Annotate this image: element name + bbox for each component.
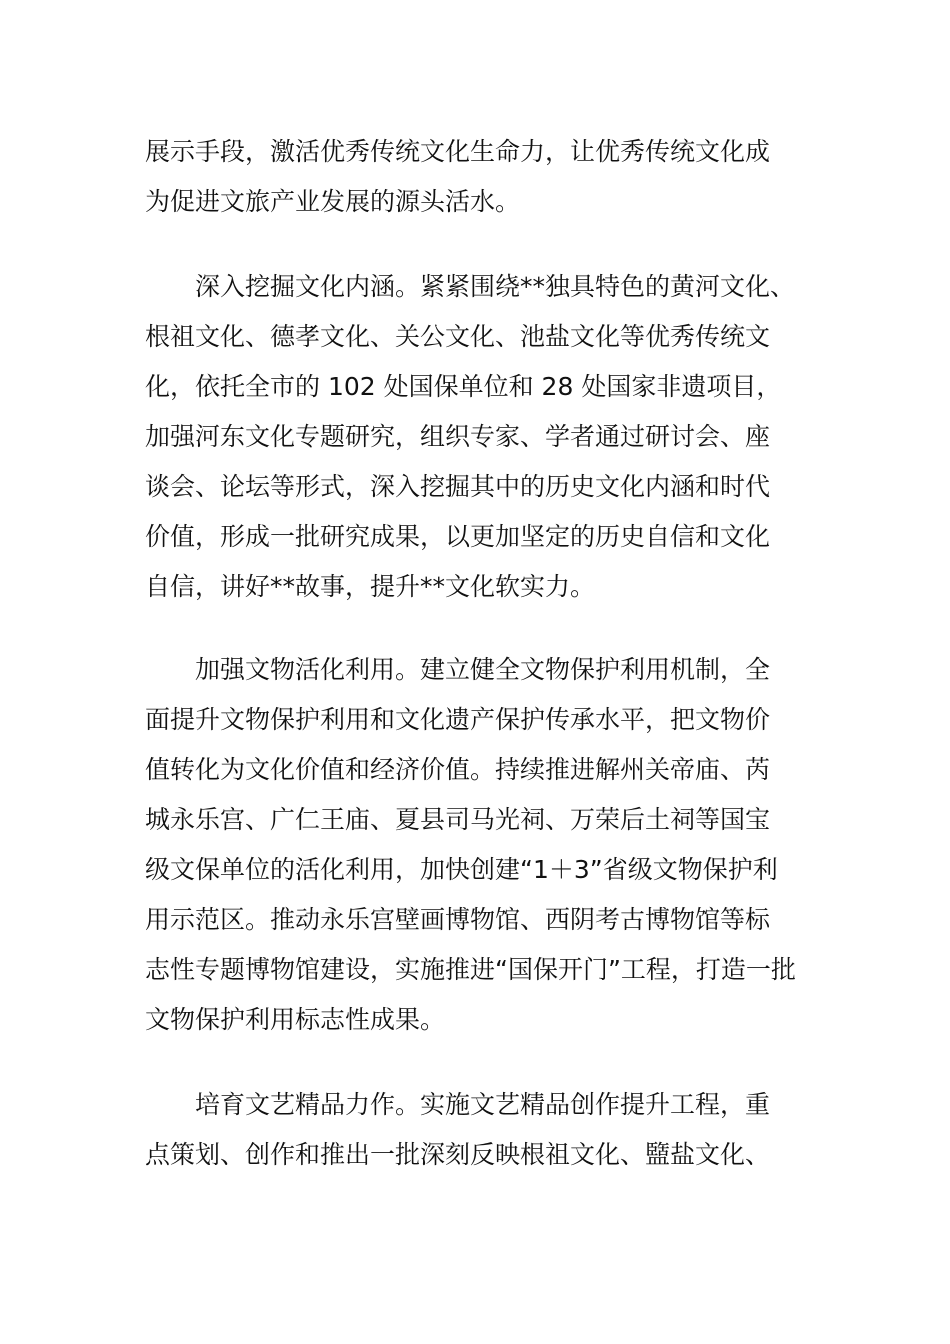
paragraph-line: 为促进文旅产业发展的源头活水。 bbox=[145, 187, 521, 216]
paragraph-line: 级文保单位的活化利用，加快创建“1＋3”省级文物保护利 bbox=[145, 855, 778, 884]
paragraph-line: 化，依托全市的 102 处国保单位和 28 处国家非遗项目， bbox=[145, 372, 782, 401]
paragraph-3 bbox=[145, 645, 805, 1045]
paragraph-2 bbox=[145, 262, 805, 612]
paragraph-line: 值转化为文化价值和经济价值。持续推进解州关帝庙、芮 bbox=[145, 755, 771, 784]
paragraph-line: 价值，形成一批研究成果，以更加坚定的历史自信和文化 bbox=[145, 522, 771, 551]
paragraph-line: 深入挖掘文化内涵。紧紧围绕**独具特色的黄河文化、 bbox=[195, 272, 796, 301]
paragraph-line: 城永乐宫、广仁王庙、夏县司马光祠、万荣后土祠等国宝 bbox=[145, 805, 771, 834]
paragraph-line: 展示手段，激活优秀传统文化生命力，让优秀传统文化成 bbox=[145, 137, 771, 166]
paragraph-line: 面提升文物保护利用和文化遗产保护传承水平，把文物价 bbox=[145, 705, 771, 734]
paragraph-line: 培育文艺精品力作。实施文艺精品创作提升工程，重 bbox=[195, 1090, 771, 1119]
paragraph-line: 自信，讲好**故事，提升**文化软实力。 bbox=[145, 572, 596, 601]
paragraph-line: 根祖文化、德孝文化、关公文化、池盐文化等优秀传统文 bbox=[145, 322, 771, 351]
paragraph-line: 加强河东文化专题研究，组织专家、学者通过研讨会、座 bbox=[145, 422, 771, 451]
paragraph-1 bbox=[145, 127, 805, 227]
paragraph-line: 用示范区。推动永乐宫壁画博物馆、西阴考古博物馆等标 bbox=[145, 905, 771, 934]
paragraph-line: 谈会、论坛等形式，深入挖掘其中的历史文化内涵和时代 bbox=[145, 472, 771, 501]
paragraph-line: 加强文物活化利用。建立健全文物保护利用机制，全 bbox=[195, 655, 771, 684]
paragraph-4 bbox=[145, 1080, 805, 1180]
paragraph-line: 文物保护利用标志性成果。 bbox=[145, 1005, 446, 1034]
paragraph-line: 点策划、创作和推出一批深刻反映根祖文化、盬盐文化、 bbox=[145, 1140, 771, 1169]
paragraph-line: 志性专题博物馆建设，实施推进“国保开门”工程，打造一批 bbox=[145, 955, 796, 984]
